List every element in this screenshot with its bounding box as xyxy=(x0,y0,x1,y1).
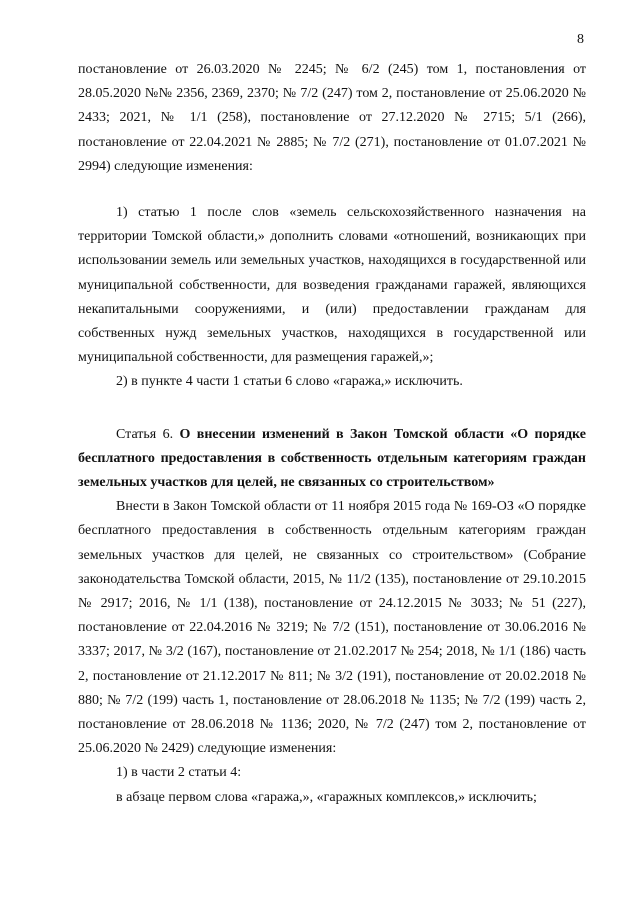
paragraph-introduce: Внести в Закон Томской области от 11 ноября 2015 года № 169-ОЗ «О порядке бесплатного предоставления в собственность отдельным категориям граждан земельных участков для целей, не связанных со строительством» (Собрание законодательства Томской области, 2015, № 11/2 (135), постановление от 29.10.2015 № 2917; 2016, № 1/1 (138), постановление от 24.12.2015 № 3033; № 51 (227), постановление от 22.04.2016 № 3219; № 7/2 (151), постановление от 30.06.2016 № 3337; 2017, № 3/2 (167), постановление от 21.02.2017 № 254; 2018, № 1/1 (186) часть 2, постановление от 21.12.2017 № 811; № 3/2 (191), постановление от 20.02.2018 № 880; № 7/2 (199) часть 1, постановление от 28.06.2018 № 1135; № 7/2 (199) часть 2, постановление от 28.06.2018 № 1136; 2020, № 7/2 (247) том 2, постановление от 25.06.2020 № 2429) следующие изменения: xyxy=(78,499,586,757)
paragraph-continuation: постановление от 26.03.2020 № 2245; № 6/2 (245) том 1, постановления от 28.05.2020 №№ 2356, 2369, 2370; № 7/2 (247) том 2, постановление от 25.06.2020 № 2433; 2021, № 1/1 (258), постановление от 27.12.2020 № 2715; 5/1 (266), постановление от 22.04.2021 № 2885; № 7/2 (271), постановление от 01.07.2021 № 2994) следующие изменения: xyxy=(78,62,586,174)
article-heading xyxy=(78,423,586,496)
article-prefix: Статья 6. xyxy=(116,426,180,442)
list-item-2: 2) в пункте 4 части 1 статьи 6 слово «гаража,» исключить. xyxy=(116,374,463,390)
list-item-1: 1) статью 1 после слов «земель сельскохозяйственного назначения на территории Томской области,» дополнить словами «отношений, возникающих при использовании земель или земельных участков, находящихся в государственной или муниципальной собственности, для возведения гражданами гаражей, являющихся некапитальными сооружениями, и (или) предоставлении гражданам для собственных нужд земельных участков, находящихся в государственной или муниципальной собственности, для размещения гаражей,»; xyxy=(78,205,586,366)
document-body xyxy=(78,58,586,810)
paragraph-first-clause: в абзаце первом слова «гаража,», «гаражных комплексов,» исключить; xyxy=(116,789,537,805)
article-title: О внесении изменений в Закон Томской области «О порядке бесплатного предоставления в собственность отдельным категориям граждан земельных участков для целей, не связанных со строительством» xyxy=(78,426,586,491)
page-number: 8 xyxy=(577,32,584,47)
list-item-part2: 1) в части 2 статьи 4: xyxy=(116,765,242,781)
